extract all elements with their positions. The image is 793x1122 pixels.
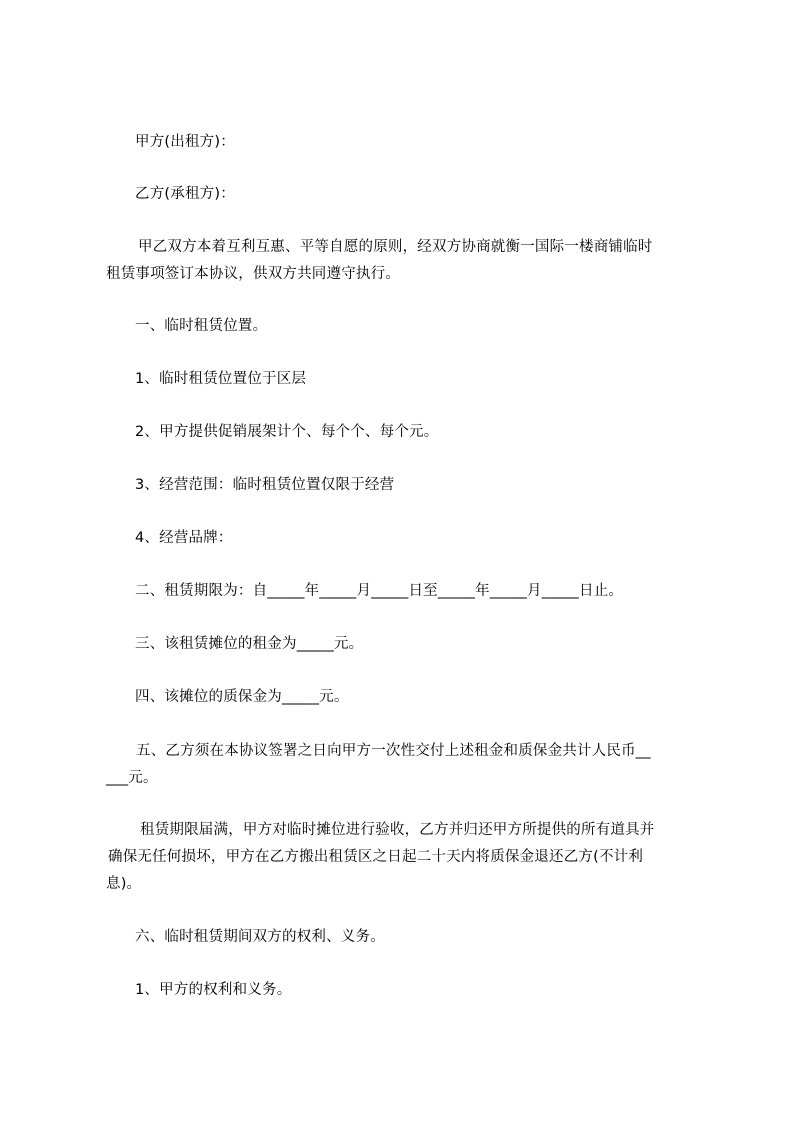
section-5-line-2: ___元。 — [106, 770, 158, 786]
expiry-paragraph-line-3: 息)。 — [106, 876, 142, 892]
clause-1-3: 3、经营范围：临时租赁位置仅限于经营 — [135, 477, 395, 493]
expiry-paragraph-line-1: 租赁期限届满，甲方对临时摊位进行验收，乙方并归还甲方所提供的所有道具并 — [140, 822, 655, 838]
section-2-lease-term: 二、租赁期限为：自_____年_____月_____日至_____年_____月_____日止。 — [135, 583, 624, 599]
clause-1-1: 1、临时租赁位置位于区层 — [135, 371, 307, 387]
clause-1-4: 4、经营品牌： — [135, 530, 233, 546]
clause-6-1: 1、甲方的权利和义务。 — [135, 982, 292, 998]
party-a-line: 甲方(出租方)： — [135, 134, 235, 150]
expiry-paragraph-line-2: 确保无任何损坏，甲方在乙方搬出租赁区之日起二十天内将质保金退还乙方(不计利 — [108, 849, 644, 865]
party-b-line: 乙方(承租方)： — [135, 186, 235, 202]
clause-1-2: 2、甲方提供促销展架计个、每个个、每个元。 — [135, 424, 439, 440]
section-6-heading: 六、临时租赁期间双方的权利、义务。 — [135, 929, 385, 945]
intro-paragraph-line-1: 甲乙双方本着互利互惠、平等自愿的原则，经双方协商就衡一国际一楼商铺临时 — [138, 239, 653, 255]
section-4-deposit: 四、该摊位的质保金为_____元。 — [135, 689, 349, 705]
section-3-rent: 三、该租赁摊位的租金为_____元。 — [135, 636, 364, 652]
section-1-heading: 一、临时租赁位置。 — [135, 318, 268, 334]
section-5-line-1: 五、乙方须在本协议签署之日向甲方一次性交付上述租金和质保金共计人民币__ — [136, 743, 651, 759]
intro-paragraph-line-2: 租赁事项签订本协议，供双方共同遵守执行。 — [106, 266, 400, 282]
